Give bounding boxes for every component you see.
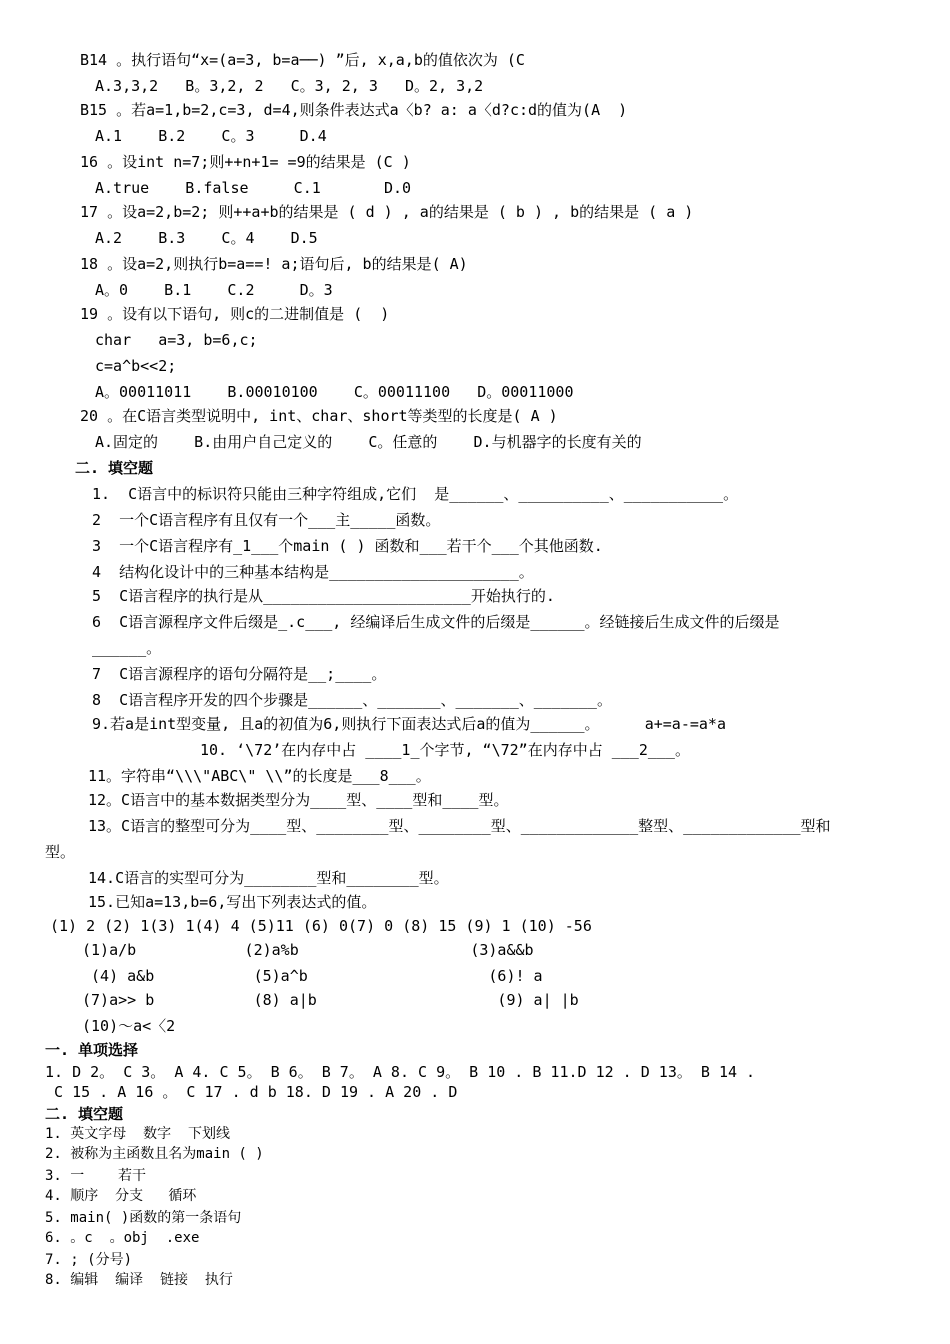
text-line: 8 C语言程序开发的四个步骤是______、_______、_______、_______。 bbox=[92, 691, 612, 709]
text-line: 1. 英文字母 数字 下划线 bbox=[45, 1126, 231, 1142]
section-heading: 二. 填空题 bbox=[45, 1105, 124, 1123]
text-line: 14.C语言的实型可分为________型和________型。 bbox=[88, 869, 449, 887]
text-line: A.true B.false C.1 D.0 bbox=[95, 179, 412, 197]
text-line: ______。 bbox=[92, 639, 162, 657]
text-line: (10)～a<〈2 bbox=[82, 1017, 176, 1035]
text-line: 12。C语言中的基本数据类型分为____型、____型和____型。 bbox=[88, 791, 509, 809]
text-line: 4. 顺序 分支 循环 bbox=[45, 1188, 197, 1204]
section-heading: 一. 单项选择 bbox=[45, 1041, 139, 1059]
text-line: 4 结构化设计中的三种基本结构是_____________________。 bbox=[92, 563, 534, 581]
text-line: A.固定的 B.由用户自己定义的 C。任意的 D.与机器字的长度有关的 bbox=[95, 433, 642, 451]
text-line: 6 C语言源程序文件后缀是_.c___, 经编译后生成文件的后缀是______。经链接后生成文件的后缀是 bbox=[92, 613, 780, 631]
text-line: 8. 编辑 编译 链接 执行 bbox=[45, 1272, 233, 1288]
text-line: A.1 B.2 C。3 D.4 bbox=[95, 127, 327, 145]
text-line: A。0 B.1 C.2 D。3 bbox=[95, 281, 333, 299]
text-line: 11。字符串“\\\"ABC\" \\”的长度是___8___。 bbox=[88, 767, 431, 785]
text-line: A.2 B.3 C。4 D.5 bbox=[95, 229, 318, 247]
text-line: 9.若a是int型变量, 且a的初值为6,则执行下面表达式后a的值为______。 a+=a-=a*a bbox=[92, 715, 726, 733]
text-line: 18 。设a=2,则执行b=a==! a;语句后, b的结果是( A) bbox=[80, 255, 468, 273]
text-line: 16 。设int n=7;则++n+1= =9的结果是 (C ) bbox=[80, 153, 411, 171]
text-line: 型。 bbox=[45, 843, 76, 861]
text-line: 6. 。c 。obj .exe bbox=[45, 1230, 200, 1246]
text-line: 7 C语言源程序的语句分隔符是__;____。 bbox=[92, 665, 387, 683]
text-line: 20 。在C语言类型说明中, int、char、short等类型的长度是( A ) bbox=[80, 407, 558, 425]
text-line: 5. main( )函数的第一条语句 bbox=[45, 1210, 242, 1226]
text-line: (1) 2 (2) 1(3) 1(4) 4 (5)11 (6) 0(7) 0 (8) 15 (9) 1 (10) -56 bbox=[50, 917, 592, 935]
text-line: c=a^b<<2; bbox=[95, 357, 177, 375]
text-line: 3 一个C语言程序有_1___个main ( ) 函数和___若干个___个其他函数. bbox=[92, 537, 603, 555]
text-line: B15 。若a=1,b=2,c=3, d=4,则条件表达式a〈b? a: a〈d?c:d的值为(A ) bbox=[80, 101, 628, 119]
text-line: 3. 一 若干 bbox=[45, 1168, 147, 1184]
text-line: 5 C语言程序的执行是从_______________________开始执行的. bbox=[92, 587, 555, 605]
text-line: 2. 被称为主函数且名为main ( ) bbox=[45, 1146, 264, 1162]
text-line: 2 一个C语言程序有且仅有一个___主_____函数。 bbox=[92, 511, 441, 529]
text-line: A。00011011 B.00010100 C。00011100 D。00011000 bbox=[95, 383, 574, 401]
text-line: (4) a&b (5)a^b (6)! a bbox=[82, 967, 543, 985]
text-line: C 15 . A 16 。 C 17 . d b 18. D 19 . A 20 . D bbox=[45, 1083, 458, 1101]
text-line: (1)a/b (2)a%b (3)a&&b bbox=[82, 941, 534, 959]
section-heading: 二. 填空题 bbox=[75, 459, 154, 477]
text-line: 15.已知a=13,b=6,写出下列表达式的值。 bbox=[88, 893, 377, 911]
text-line: 19 。设有以下语句, 则c的二进制值是 ( ) bbox=[80, 305, 390, 323]
text-line: 1. D 2。 C 3。 A 4. C 5。 B 6。 B 7。 A 8. C 9。 B 10 . B 11.D 12 . D 13。 B 14 . bbox=[45, 1063, 756, 1081]
text-line: A.3,3,2 B。3,2, 2 C。3, 2, 3 D。2, 3,2 bbox=[95, 77, 484, 95]
text-line: 1. C语言中的标识符只能由三种字符组成,它们 是______、__________、___________。 bbox=[92, 485, 739, 503]
text-line: B14 。执行语句“x=(a=3, b=a──) ”后, x,a,b的值依次为 (C bbox=[80, 51, 525, 69]
text-line: (7)a>> b (8) a|b (9) a| |b bbox=[82, 991, 579, 1009]
text-line: 10. ‘\72’在内存中占 ____1_个字节, “\72”在内存中占 ___2___。 bbox=[200, 741, 690, 759]
text-line: 7. ; (分号) bbox=[45, 1252, 133, 1268]
text-line: 17 。设a=2,b=2; 则++a+b的结果是 ( d ) , a的结果是 ( b ) , b的结果是 ( a ) bbox=[80, 203, 694, 221]
text-line: char a=3, b=6,c; bbox=[95, 331, 258, 349]
text-line: 13。C语言的整型可分为____型、________型、________型、_____________整型、_____________型和 bbox=[88, 817, 831, 835]
